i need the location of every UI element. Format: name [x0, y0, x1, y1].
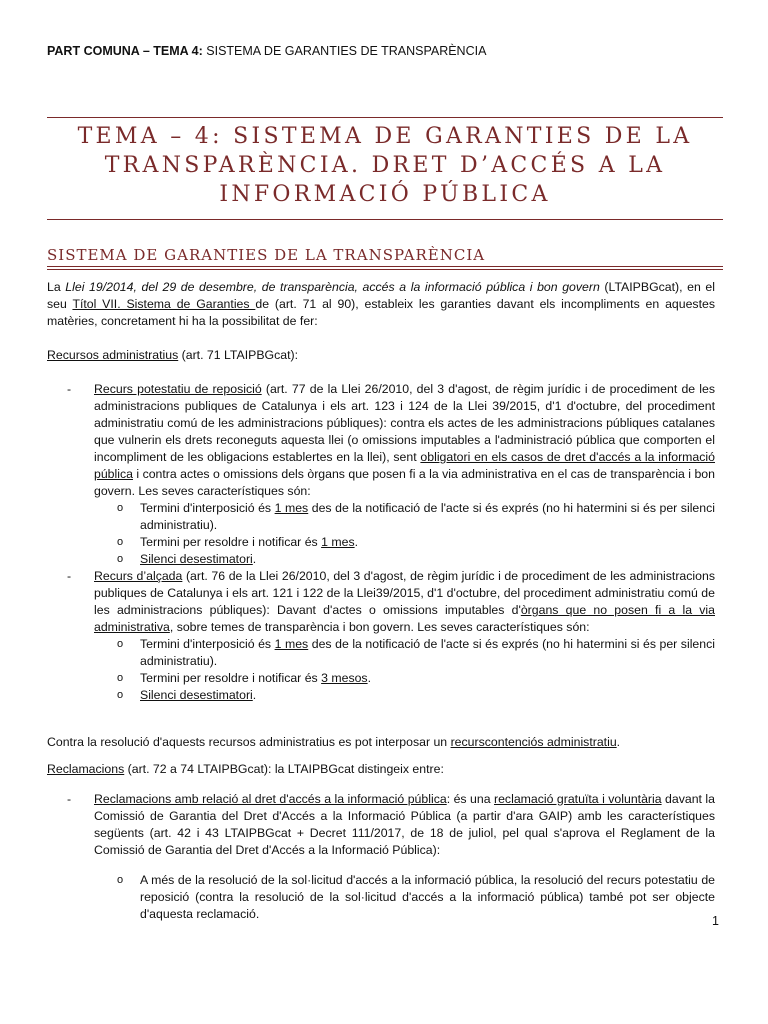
reclam-sublist	[47, 872, 715, 923]
list-item	[47, 636, 715, 670]
sub-highlight: Silenci desestimatori	[140, 688, 253, 702]
alcada-text-2: , sobre temes de transparència i bon govern. Les seves característiques són:	[169, 620, 590, 634]
list-item-alcada	[47, 568, 715, 636]
reposicio-text-2: i contra actes o omissions dels òrgans que posen fi a la via administrativa en el cas de transparència i bon govern. Les seves característiques són:	[94, 467, 715, 498]
circle-bullet: o	[117, 672, 124, 684]
intro-text-3: de (art. 71 al 90), estableix les garanties davant els incompliments en aquestes matèries, concretament hi ha la possibilitat de fer:	[47, 297, 715, 328]
sub-text: .	[252, 552, 257, 566]
intro-paragraph	[47, 279, 715, 330]
header-rest-text: SISTEMA DE GARANTIES DE TRANSPARÈNCIA	[202, 44, 487, 58]
reclam-text-2: davant la Comissió de Garantia del Dret d'Accés a la Informació Pública (a partir d'ara GAIP) amb les característiques següents (art. 42 i 43 LTAIPBGcat + Decret 111/2017, de 18 de juliol, pel qual s'aprova el Reglament de la Comissió de Garantia del Dret d'Accés a la Informació Pública):	[94, 792, 716, 857]
reposicio-text-1: (art. 77 de la Llei 26/2010, del 3 d'agost, de règim jurídic i de procediment de les administracions publiques de Catalunya i els art. 123 i 124 de la Llei 39/2015, d'1 d'octubre, del procediment administratiu comú de les administracions públiques): contra els actes de les administracions públiques catalanes que vulnerin els drets reconeguts aquesta llei (o omissions imputables a l'administració pública que comporten el incompliment de les obligacions establertes en la llei), sent	[94, 382, 716, 464]
sub-text: .	[252, 688, 257, 702]
title-line-2: TRANSPARÈNCIA. DRET D’ACCÉS A LA	[104, 153, 666, 178]
contra-paragraph	[47, 734, 715, 751]
intro-text-2: (LTAIPBGcat), en el seu	[47, 280, 715, 311]
circle-bullet: o	[117, 553, 124, 565]
sub-highlight: 1 mes	[274, 637, 309, 651]
intro-text-1: La	[47, 280, 66, 294]
titol-reference: Títol VII. Sistema de Garanties	[72, 297, 256, 311]
section-rule-1	[47, 266, 723, 267]
recursos-heading-rest: (art. 71 LTAIPBGcat):	[178, 348, 299, 362]
alcada-organs: òrgans que no posen fi a la via administrativa	[94, 603, 715, 634]
list-item	[47, 551, 715, 568]
sub-text: des de la notificació de l'acte si és exprés (no hi hatermini si és per silenci administratiu).	[140, 501, 715, 532]
sub-text: des de la notificació de l'acte si és exprés (no hi hatermini si és per silenci administratiu).	[140, 637, 715, 668]
recursos-heading: Recursos administratius	[47, 348, 179, 362]
list-item-reposicio	[47, 381, 715, 500]
alcada-text-1: (art. 76 de la Llei 26/2010, del 3 d'agost, de règim jurídic i de procediment de les administracions publiques de Catalunya i els art. 121 i 122 de la Llei39/2015, d'1 d'octubre, del procediment administratiu comú de les administracions públiques): Davant d'actes o omissions imputables d'	[94, 569, 715, 617]
sub-highlight: 3 mesos	[321, 671, 368, 685]
reclamacions-heading-rest: (art. 72 a 74 LTAIPBGcat): la LTAIPBGcat distingeix entre:	[124, 762, 444, 776]
contra-text-2: .	[616, 735, 621, 749]
document-title	[47, 122, 723, 209]
contra-recurs: recurscontenciós administratiu	[450, 735, 617, 749]
title-line-3: INFORMACIÓ PÚBLICA	[219, 182, 551, 207]
sub-highlight: 1 mes	[321, 535, 355, 549]
sub-text: Termini per resoldre i notificar és	[140, 535, 322, 549]
page-number: 1	[712, 914, 719, 928]
list-item	[47, 534, 715, 551]
alcada-sublist	[47, 636, 715, 704]
circle-bullet: o	[117, 874, 124, 886]
sub-highlight: 1 mes	[274, 501, 309, 515]
sub-text: .	[367, 671, 372, 685]
sub-text: Termini d'interposició és	[140, 501, 275, 515]
sub-highlight: Silenci desestimatori	[140, 552, 253, 566]
list-item	[47, 670, 715, 687]
reclamacions-heading: Reclamacions	[47, 762, 125, 776]
sub-text: A més de la resolució de la sol·licitud d'accés a la informació pública, la resolució del recurs potestatiu de reposició (contra la resolució de la sol·licitud d'accés a la informació pública) també pot ser objecte d'aquesta reclamació.	[140, 873, 715, 921]
circle-bullet: o	[117, 502, 124, 514]
dash-bullet: -	[67, 569, 72, 583]
alcada-name: Recurs d’alçada	[94, 569, 183, 583]
running-header	[47, 44, 486, 58]
contra-text-1: Contra la resolució d'aquests recursos administratius es pot interposar un	[47, 735, 451, 749]
reclam-text-1: : és una	[446, 792, 494, 806]
header-bold-text: PART COMUNA – TEMA 4:	[47, 44, 203, 58]
reposicio-name: Recurs potestatiu de reposició	[94, 382, 262, 396]
title-line-1: TEMA – 4: SISTEMA DE GARANTIES DE LA	[77, 124, 693, 149]
list-item	[47, 872, 715, 923]
reposicio-sublist	[47, 500, 715, 568]
title-bottom-rule	[47, 219, 723, 220]
reclamacions-heading-paragraph	[47, 761, 715, 778]
dash-bullet: -	[67, 792, 72, 806]
circle-bullet: o	[117, 689, 124, 701]
list-item	[47, 500, 715, 534]
document-body	[47, 279, 715, 923]
law-reference: Llei 19/2014, del 29 de desembre, de transparència, accés a la informació pública i bon govern	[65, 280, 600, 294]
list-item	[47, 687, 715, 704]
reclam-gratuita: reclamació gratuïta i voluntària	[494, 792, 662, 806]
sub-text: Termini per resoldre i notificar és	[140, 671, 322, 685]
circle-bullet: o	[117, 638, 124, 650]
circle-bullet: o	[117, 536, 124, 548]
dash-bullet: -	[67, 382, 72, 396]
sub-text: .	[354, 535, 359, 549]
reclam-name: Reclamacions amb relació al dret d'accés a la informació pública	[94, 792, 447, 806]
recursos-heading-paragraph	[47, 347, 715, 364]
reposicio-obligatori: obligatori en els casos de dret d'accés a la informació pública	[94, 450, 715, 481]
sub-text: Termini d'interposició és	[140, 637, 275, 651]
title-top-rule	[47, 117, 723, 118]
section-rule-2	[47, 269, 723, 270]
section-heading: SISTEMA DE GARANTIES DE LA TRANSPARÈNCIA	[47, 246, 486, 264]
list-item-reclamacions	[47, 791, 715, 859]
